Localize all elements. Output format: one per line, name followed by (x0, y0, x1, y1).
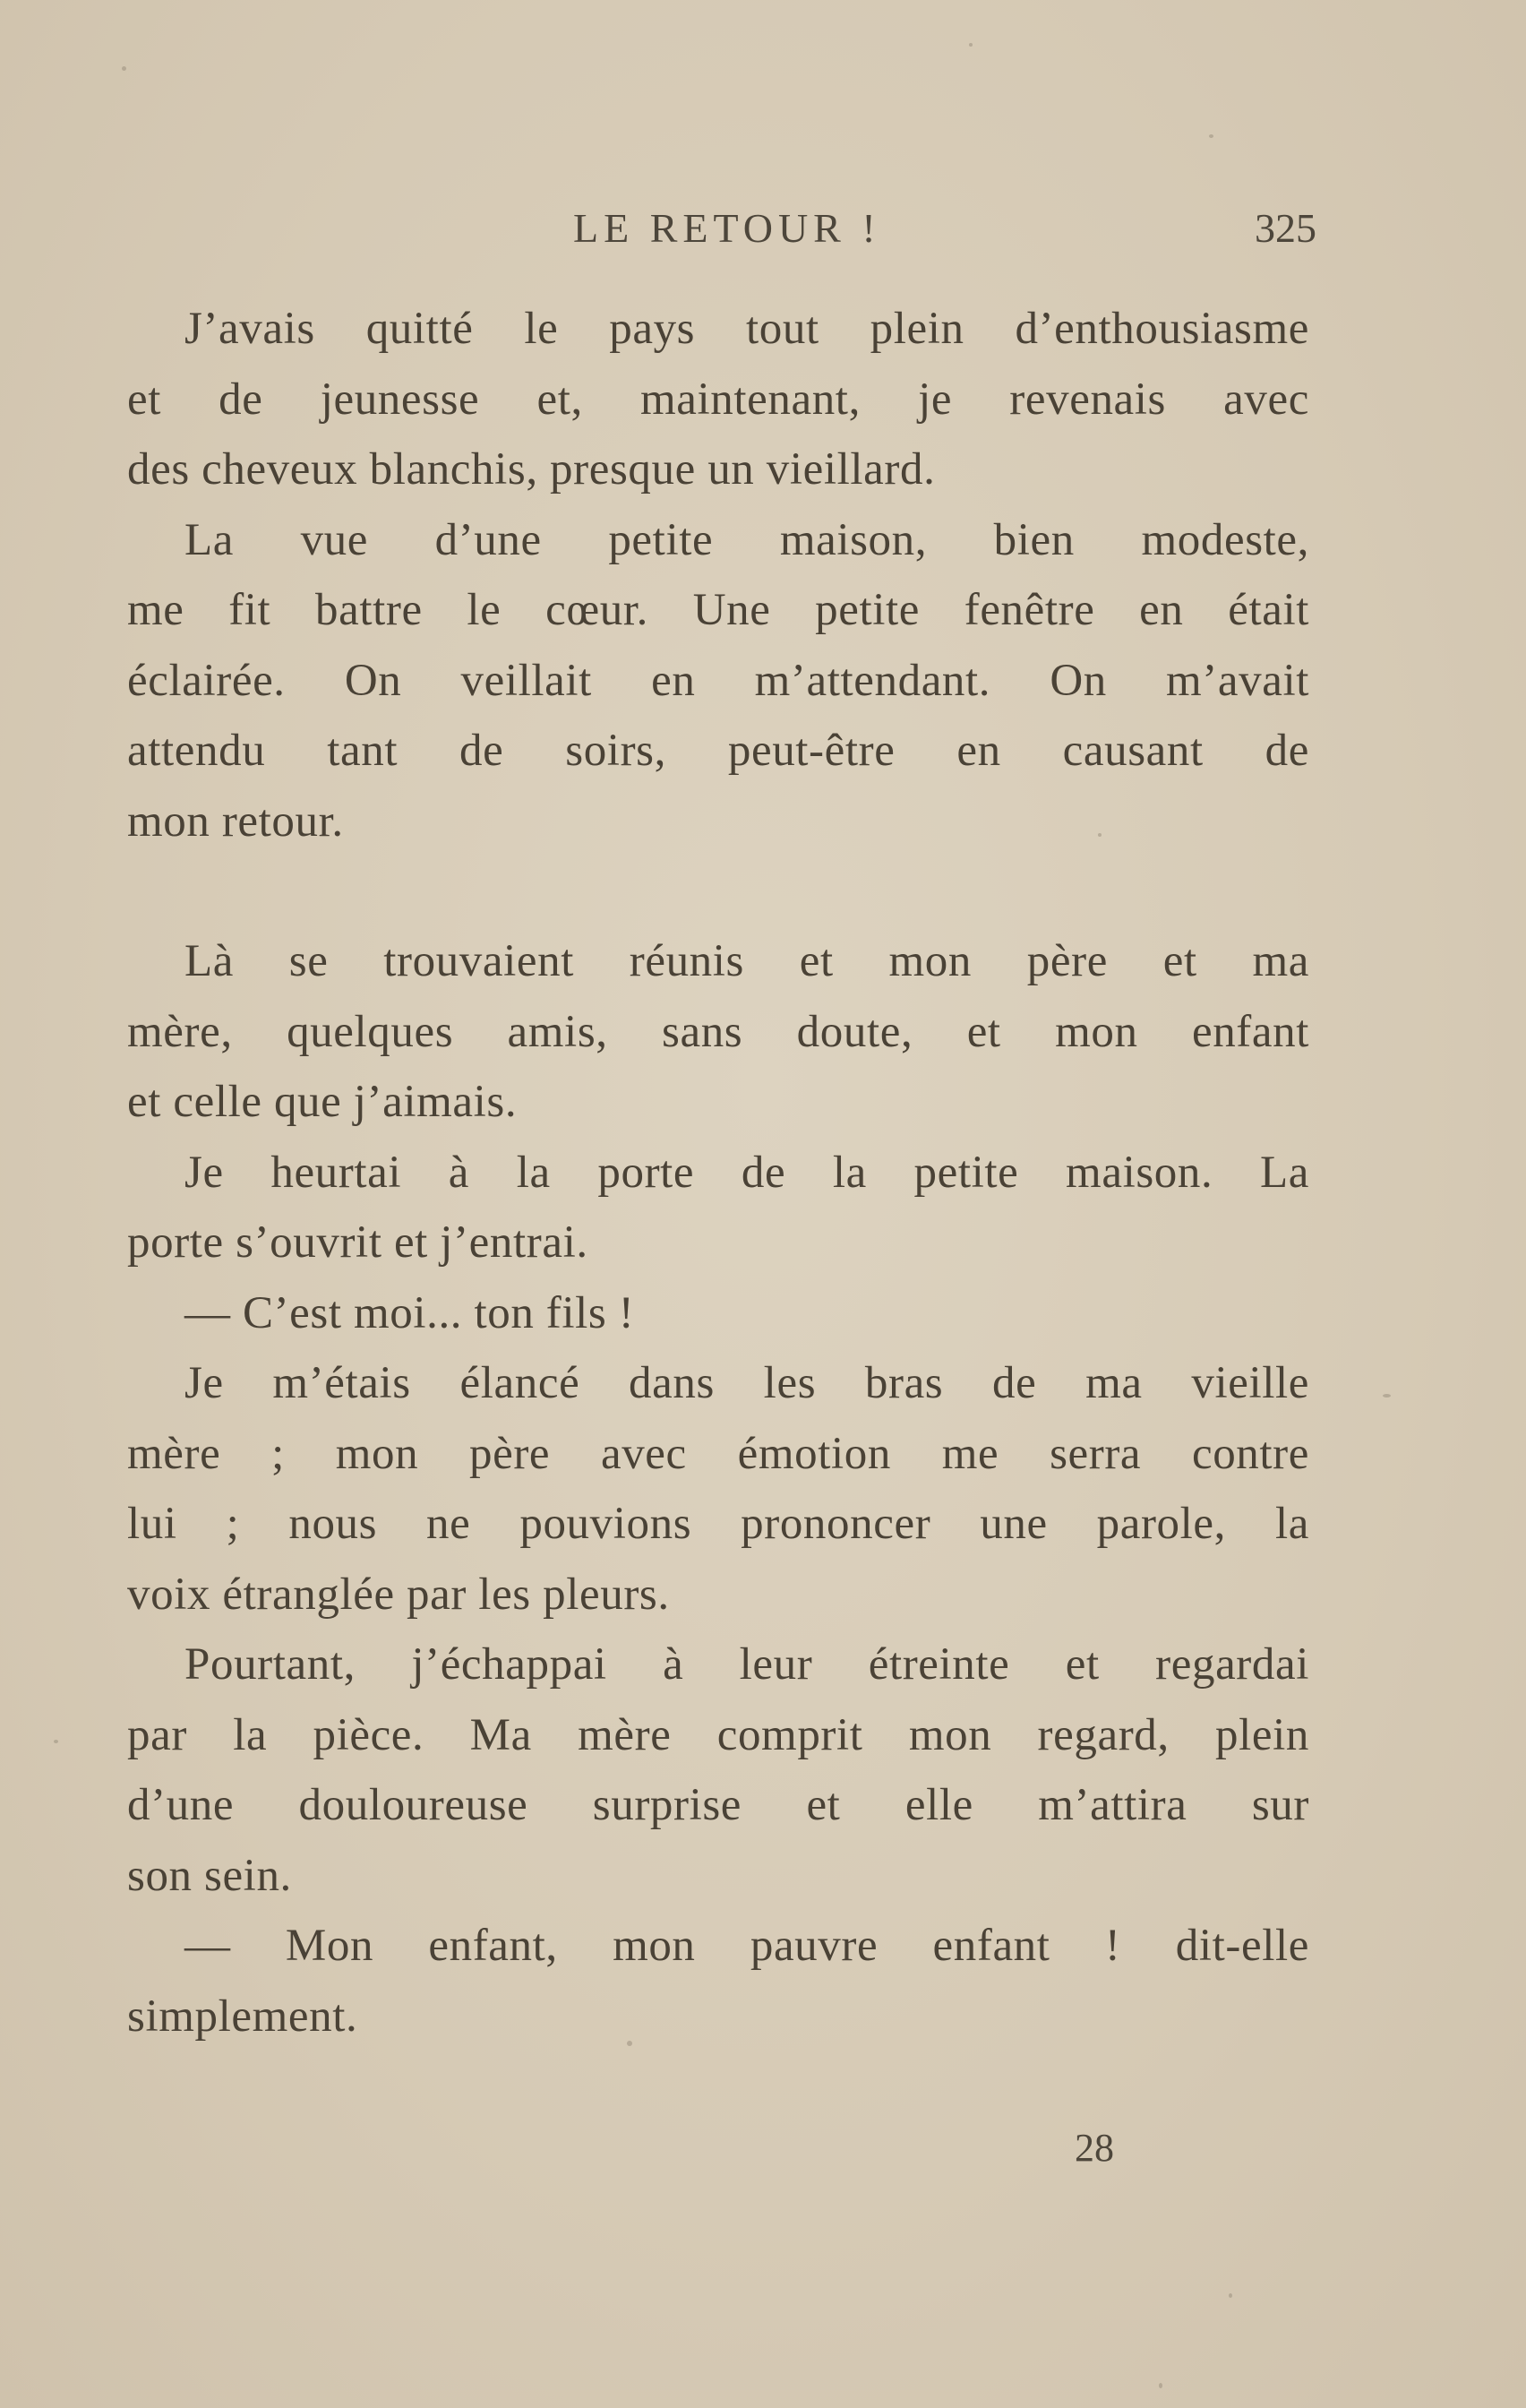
text-line: mon retour. (127, 796, 344, 847)
text-line: lui ; nous ne pouvions prononcer une parole, la (127, 1499, 1309, 1549)
paper-speck (54, 1740, 58, 1743)
text-line: voix étranglée par les pleurs. (127, 1569, 670, 1620)
paper-speck (1383, 1394, 1391, 1398)
text-line: La vue d’une petite maison, bien modeste, (184, 514, 1309, 565)
text-line: des cheveux blanchis, presque un vieillard. (127, 444, 936, 494)
text-line: Pourtant, j’échappai à leur étreinte et regardai (184, 1639, 1309, 1690)
text-line: son sein. (127, 1850, 292, 1901)
text-line: et de jeunesse et, maintenant, je revenais avec (127, 374, 1309, 425)
text-line: me fit battre le cœur. Une petite fenêtre en était (127, 585, 1309, 635)
text-line: — C’est moi... ton fils ! (184, 1287, 635, 1338)
paper-speck (1209, 134, 1213, 138)
body-text (127, 294, 1309, 2051)
text-line: attendu tant de soirs, peut-être en causant de (127, 726, 1309, 776)
text-line: éclairée. On veillait en m’attendant. On m’avait (127, 655, 1309, 706)
section-break (127, 856, 1309, 926)
running-title: LE RETOUR ! (573, 205, 881, 251)
text-line: porte s’ouvrit et j’entrai. (127, 1217, 588, 1268)
running-head (0, 204, 1526, 258)
paper-speck (969, 43, 973, 47)
text-line: par la pièce. Ma mère comprit mon regard, plein (127, 1709, 1309, 1760)
paper-speck (122, 66, 126, 71)
text-line: mère, quelques amis, sans doute, et mon enfant (127, 1006, 1309, 1057)
text-line: et celle que j’aimais. (127, 1077, 518, 1127)
text-line: d’une douloureuse surprise et elle m’attira sur (127, 1780, 1309, 1830)
text-line: J’avais quitté le pays tout plein d’enthousiasme (184, 304, 1309, 354)
text-line: Je m’étais élancé dans les bras de ma vieille (184, 1358, 1309, 1408)
text-line: simplement. (127, 1991, 358, 2042)
text-line: Je heurtai à la porte de la petite maison. La (184, 1147, 1309, 1198)
text-line: — Mon enfant, mon pauvre enfant ! dit-elle (184, 1921, 1309, 1971)
text-line: Là se trouvaient réunis et mon père et ma (184, 936, 1309, 986)
page-number: 325 (1255, 205, 1316, 251)
paper-speck (1229, 2293, 1232, 2298)
paper-speck (1159, 2383, 1162, 2388)
text-line: mère ; mon père avec émotion me serra contre (127, 1428, 1309, 1479)
signature-mark: 28 (1075, 2126, 1114, 2170)
